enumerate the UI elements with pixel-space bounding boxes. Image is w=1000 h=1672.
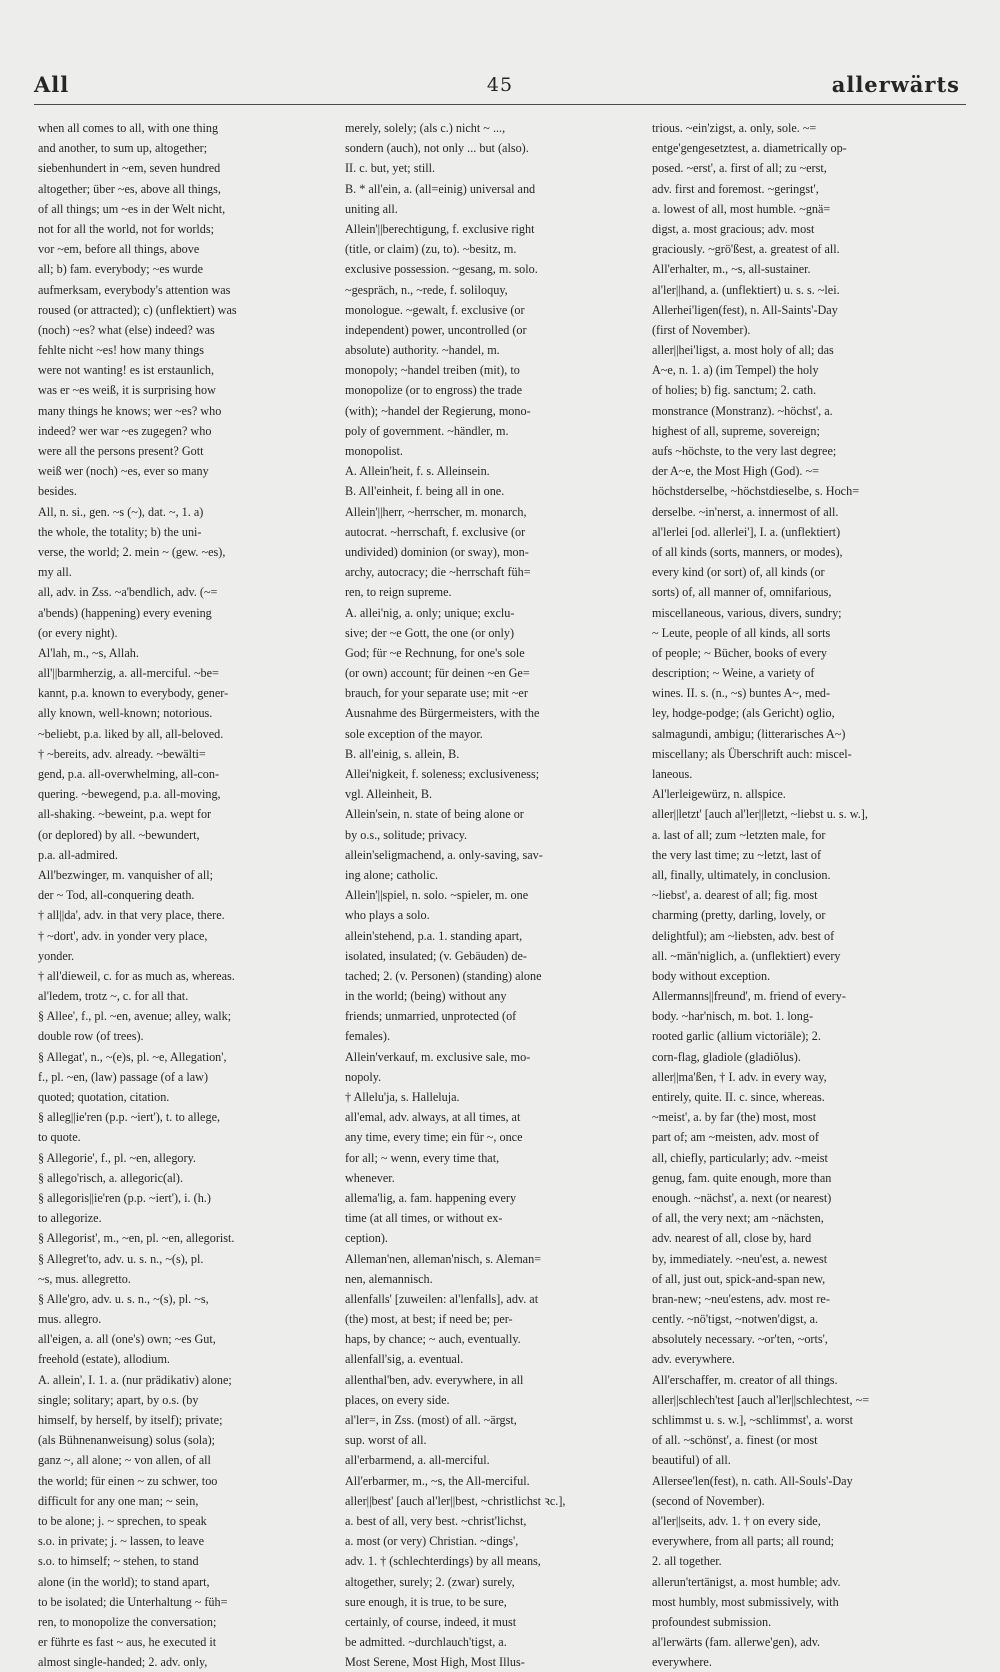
column-2 [345, 118, 638, 1672]
entry-line: nopoly. [345, 1069, 382, 1084]
entry-line: (first of November). [652, 322, 751, 337]
entry-line: were not wanting! es ist erstaunlich, [38, 363, 214, 378]
entry-line: sure enough, it is true, to be sure, [345, 1594, 507, 1609]
entry-line: schlimmst u. s. w.], ~schlimmst', a. worst [652, 1413, 853, 1427]
entry-line: II. c. but, yet; still. [345, 161, 436, 176]
entry-line: verse, the world; 2. mein ~ (gew. ~es), [38, 544, 226, 559]
entry-line: höchstderselbe, ~höchstdieselbe, s. Hoch= [652, 484, 860, 499]
entry-line: absolute) authority. ~handel, m. [345, 343, 500, 358]
entry-line: mus. allegro. [38, 1312, 102, 1327]
entry-line: poly of government. ~händler, m. [345, 423, 509, 438]
entry-line: allerun'tertänigst, a. most humble; adv. [652, 1574, 841, 1589]
entry-line: Allerhei'ligen(fest), n. All-Saints'-Day [652, 302, 838, 317]
entry-line: profoundest submission. [652, 1614, 772, 1629]
entry-line: gend, p.a. all-overwhelming, all-con- [38, 767, 220, 781]
entry-line: all'emal, adv. always, at all times, at [345, 1110, 521, 1125]
entry-line: al'ledem, trotz ~, c. for all that. [38, 989, 189, 1004]
entry-line: ganz ~, all alone; ~ von allen, of all [38, 1453, 211, 1468]
entry-line: al'lerwärts (fam. allerwe'gen), adv. [652, 1635, 821, 1650]
entry-line: Allein'||berechtigung, f. exclusive right [345, 221, 535, 236]
column-1 [38, 118, 331, 1672]
entry-line: a. most (or very) Christian. ~dings', [345, 1534, 519, 1549]
entry-line: to be isolated; die Unterhaltung ~ füh= [38, 1594, 228, 1609]
entry-line: (second of November). [652, 1493, 765, 1508]
entry-line: ~ Leute, people of all kinds, all sorts [652, 625, 831, 640]
entry-line: to be alone; j. ~ sprechen, to speak [38, 1513, 207, 1528]
entry-line: any time, every time; ein für ~, once [345, 1130, 523, 1145]
entry-line: my all. [38, 565, 72, 580]
entry-line: § Allegorie', f., pl. ~en, allegory. [38, 1150, 196, 1165]
entry-line: aufs ~höchste, to the very last degree; [652, 444, 837, 458]
entry-line: the world; für einen ~ zu schwer, too [38, 1473, 218, 1488]
entry-line: sive; der ~e Gott, the one (or only) [345, 625, 515, 640]
entry-line: All, n. si., gen. ~s (~), dat. ~, 1. a) [38, 504, 204, 519]
entry-line: tached; 2. (v. Personen) (standing) alone [345, 968, 542, 983]
entry-line: ~beliebt, p.a. liked by all, all-beloved. [38, 726, 224, 741]
entry-line: al'ler||seits, adv. 1. † on every side, [652, 1513, 821, 1528]
entry-line: salmagundi, ambigu; (litterarisches A~) [652, 726, 846, 741]
entry-line: brauch, for your separate use; mit ~er [345, 686, 528, 701]
entry-line: in the world; (being) without any [345, 989, 507, 1004]
entry-line: isolated, insulated; (v. Gebäuden) de- [345, 948, 527, 963]
entry-line: All'bezwinger, m. vanquisher of all; [38, 867, 213, 882]
entry-line: quoted; quotation, citation. [38, 1090, 170, 1104]
entry-line: sondern (auch), not only ... but (also). [345, 141, 529, 156]
entry-line: vgl. Alleinheit, B. [345, 787, 433, 802]
entry-line: weiß wer (noch) ~es, ever so many [38, 464, 209, 479]
entry-line: charming (pretty, darling, lovely, or [652, 908, 826, 923]
entry-line: (or deplored) by all. ~bewundert, [38, 827, 200, 842]
entry-line: ~s, mus. allegretto. [38, 1271, 131, 1286]
entry-line: siebenhundert in ~em, seven hundred [38, 161, 221, 176]
entry-line: All'erschaffer, m. creator of all things. [652, 1372, 838, 1387]
entry-line: by, immediately. ~neu'est, a. newest [652, 1251, 828, 1266]
entry-line: enough. ~nächst', a. next (or nearest) [652, 1190, 832, 1205]
entry-line: single; solitary; apart, by o.s. (by [38, 1392, 199, 1407]
entry-line: undivided) dominion (or sway), mon- [345, 544, 529, 559]
entry-line: all, chiefly, particularly; adv. ~meist [652, 1150, 828, 1165]
entry-line: monopoly; ~handel treiben (mit), to [345, 363, 520, 378]
entry-line: al'ler||hand, a. (unflektiert) u. s. s. ~lei. [652, 282, 840, 297]
entry-line: † Allelu'ja, s. Halleluja. [345, 1090, 460, 1104]
entry-line: adv. first and foremost. ~geringst', [652, 181, 819, 196]
entry-line: (title, or claim) (zu, to). ~besitz, m. [345, 242, 517, 257]
entry-line: B. * all'ein, a. (all=einig) universal and [345, 181, 536, 196]
entry-line: be admitted. ~durchlauch'tigst, a. [345, 1635, 507, 1650]
entry-line: freehold (estate), allodium. [38, 1352, 170, 1367]
entry-line: friends; unmarried, unprotected (of [345, 1009, 517, 1024]
entry-line: aller||hei'ligst, a. most holy of all; das [652, 343, 834, 358]
entry-line: Al'lah, m., ~s, Allah. [38, 645, 139, 660]
entry-line: independent) power, uncontrolled (or [345, 322, 527, 337]
entry-line: (als Bühnenanweisung) solus (sola); [38, 1433, 216, 1448]
entry-line: miscellaneous, various, divers, sundry; [652, 605, 842, 620]
entry-line: § allego'risch, a. allegoric(al). [38, 1170, 183, 1185]
entry-line: corn-flag, gladiole (gladiŏlus). [652, 1049, 801, 1064]
entry-line: most humbly, most submissively, with [652, 1594, 839, 1609]
entry-line: of all things; um ~es in der Welt nicht, [38, 201, 226, 216]
entry-line: to allegorize. [38, 1211, 102, 1226]
entry-line: double row (of trees). [38, 1029, 144, 1044]
entry-line: aller||schlech'test [auch al'ler||schlechtest, ~= [652, 1392, 870, 1407]
entry-line: bran-new; ~neu'estens, adv. most re- [652, 1291, 830, 1306]
entry-line: exclusive possession. ~gesang, m. solo. [345, 262, 538, 277]
entry-line: ~gespräch, n., ~rede, f. soliloquy, [345, 282, 508, 297]
header-rule [34, 104, 966, 105]
entry-line: A. Allein'heit, f. s. Alleinsein. [345, 464, 490, 479]
entry-line: almost single-handed; 2. adv. only, [38, 1655, 208, 1670]
entry-line: uniting all. [345, 201, 398, 216]
entry-line: altogether; über ~es, above all things, [38, 181, 221, 196]
entry-line: difficult for any one man; ~ sein, [38, 1493, 199, 1508]
entry-line: p.a. all-admired. [38, 847, 118, 862]
entry-line: Ausnahme des Bürgermeisters, with the [345, 706, 540, 721]
entry-line: indeed? wer war ~es zugegen? who [38, 423, 212, 438]
entry-line: § allegoris||ie'ren (p.p. ~iert'), i. (h.) [38, 1190, 211, 1205]
page-number: 45 [486, 74, 514, 96]
entry-line: the whole, the totality; b) the uni- [38, 524, 202, 539]
entry-line: for all; ~ wenn, every time that, [345, 1150, 500, 1165]
entry-line: graciously. ~grö'ßest, a. greatest of all. [652, 242, 840, 257]
entry-line: (with); ~handel der Regierung, mono- [345, 403, 531, 418]
column-3 [652, 118, 945, 1672]
entry-line: derselbe. ~in'nerst, a. innermost of all. [652, 504, 839, 519]
entry-line: allenfall'sig, a. eventual. [345, 1352, 464, 1367]
entry-line: when all comes to all, with one thing [38, 121, 219, 135]
entry-line: Allein'sein, n. state of being alone or [345, 807, 524, 822]
entry-line: allema'lig, a. fam. happening every [345, 1190, 517, 1205]
entry-line: Allei'nigkeit, f. soleness; exclusiveness; [345, 767, 540, 781]
entry-line: Most Serene, Most High, Most Illus- [345, 1655, 525, 1670]
entry-line: allein'stehend, p.a. 1. standing apart, [345, 928, 523, 943]
entry-line: A. allein', I. 1. a. (nur prädikativ) alone; [38, 1372, 232, 1387]
entry-line: all, adv. in Zss. ~a'bendlich, adv. (~= [38, 585, 218, 600]
entry-line: Allein'||spiel, n. solo. ~spieler, m. one [345, 888, 529, 903]
entry-line: sole exception of the mayor. [345, 726, 483, 741]
entry-line: ~meist', a. by far (the) most, most [652, 1110, 817, 1125]
entry-line: s.o. to himself; ~ stehen, to stand [38, 1554, 199, 1569]
running-head-left: All [34, 72, 70, 97]
entry-line: all'||barmherzig, a. all-merciful. ~be= [38, 666, 219, 681]
entry-line: all'erbarmend, a. all-merciful. [345, 1453, 490, 1468]
entry-line: all, finally, ultimately, in conclusion. [652, 867, 831, 882]
entry-line: ally known, well-known; notorious. [38, 706, 213, 721]
entry-line: A~e, n. 1. a) (im Tempel) the holy [652, 363, 819, 378]
entry-line: § Alle'gro, adv. u. s. n., ~(s), pl. ~s, [38, 1291, 209, 1306]
entry-line: monologue. ~gewalt, f. exclusive (or [345, 302, 525, 317]
entry-line: was er ~es weiß, it is surprising how [38, 383, 216, 398]
entry-line: females). [345, 1029, 391, 1044]
entry-line: † all||da', adv. in that very place, there. [38, 908, 225, 923]
entry-line: merely, solely; (als c.) nicht ~ ..., [345, 121, 506, 135]
entry-line: miscellany; als Überschrift auch: miscel- [652, 746, 852, 761]
entry-line: f., pl. ~en, (law) passage (of a law) [38, 1069, 209, 1084]
entry-line: laneous. [652, 767, 693, 781]
entry-line: Allein'verkauf, m. exclusive sale, mo- [345, 1049, 531, 1064]
entry-line: adv. 1. † (schlechterdings) by all means, [345, 1554, 541, 1569]
entry-line: nen, alemannisch. [345, 1271, 433, 1286]
entry-line: haps, by chance; ~ auch, eventually. [345, 1332, 521, 1347]
entry-line: § Allee', f., pl. ~en, avenue; alley, walk; [38, 1009, 232, 1024]
entry-line: (or own) account; für deinen ~en Ge= [345, 666, 530, 681]
entry-line: rooted garlic (allium victoriāle); 2. [652, 1029, 821, 1044]
entry-line: quering. ~bewegend, p.a. all-moving, [38, 787, 221, 802]
entry-line: (noch) ~es? what (else) indeed? was [38, 322, 215, 337]
entry-line: of all. ~schönst', a. finest (or most [652, 1433, 818, 1448]
entry-line: of all, just out, spick-and-span new, [652, 1271, 826, 1286]
entry-line: archy, autocracy; die ~herrschaft füh= [345, 565, 531, 580]
entry-line: everywhere, from all parts; all round; [652, 1534, 835, 1549]
entry-line: by o.s., solitude; privacy. [345, 827, 468, 842]
entry-line: B. All'einheit, f. being all in one. [345, 484, 505, 499]
entry-line: der A~e, the Most High (God). ~= [652, 464, 819, 479]
entry-line: monstrance (Monstranz). ~höchst', a. [652, 403, 833, 418]
entry-line: the very last time; zu ~letzt, last of [652, 847, 822, 862]
entry-line: God; für ~e Rechnung, for one's sole [345, 645, 525, 660]
entry-line: everywhere. [652, 1655, 712, 1670]
entry-line: besides. [38, 484, 77, 499]
entry-line: All'erhalter, m., ~s, all-sustainer. [652, 262, 811, 277]
entry-line: § alleg||ie'ren (p.p. ~iert'), t. to allege, [38, 1110, 221, 1125]
entry-line: adv. nearest of all, close by, hard [652, 1231, 812, 1246]
running-head-right: allerwärts [831, 72, 960, 97]
entry-line: cently. ~nö'tigst, ~notwen'digst, a. [652, 1312, 819, 1327]
entry-line: B. all'einig, s. allein, B. [345, 746, 460, 761]
entry-line: monopolist. [345, 444, 403, 458]
entry-line: Allersee'len(fest), n. cath. All-Souls'-Day [652, 1473, 853, 1488]
entry-line: sup. worst of all. [345, 1433, 427, 1448]
entry-line: himself, by herself, by itself); private; [38, 1413, 223, 1427]
entry-line: sorts) of, all manner of, omnifarious, [652, 585, 832, 600]
entry-line: of all, the very next; am ~nächsten, [652, 1211, 824, 1226]
entry-line: a. last of all; zum ~letzten male, for [652, 827, 826, 842]
entry-line: al'lerlei [od. allerlei'], I. a. (unflektiert) [652, 524, 841, 539]
entry-line: autocrat. ~herrschaft, f. exclusive (or [345, 524, 526, 539]
entry-line: aufmerksam, everybody's attention was [38, 282, 231, 297]
entry-line: Allein'||herr, ~herrscher, m. monarch, [345, 504, 527, 519]
entry-line: † ~dort', adv. in yonder very place, [38, 928, 208, 943]
entry-line: of people; ~ Bücher, books of every [652, 645, 827, 660]
entry-line: body without exception. [652, 968, 771, 983]
entry-line: not for all the world, not for worlds; [38, 221, 215, 236]
entry-line: † all'dieweil, c. for as much as, whereas. [38, 968, 235, 983]
entry-line: whenever. [345, 1170, 395, 1185]
entry-line: beautiful) of all. [652, 1453, 731, 1468]
entry-line: trious. ~ein'zigst, a. only, sole. ~= [652, 121, 817, 135]
entry-line: allenfalls' [zuweilen: al'lenfalls], adv. at [345, 1291, 539, 1306]
entry-line: to quote. [38, 1130, 81, 1145]
entry-line: (or every night). [38, 625, 118, 640]
entry-line: who plays a solo. [345, 908, 430, 923]
entry-line: entge'gengesetztest, a. diametrically op- [652, 141, 847, 156]
entry-line: and another, to sum up, altogether; [38, 141, 208, 156]
entry-line: § Allegat', n., ~(e)s, pl. ~e, Allegation', [38, 1049, 227, 1064]
entry-line: ren, to monopolize the conversation; [38, 1614, 217, 1629]
entry-line: aller||letzt' [auch al'ler||letzt, ~liebst u. s. w.], [652, 807, 868, 822]
entry-line: kannt, p.a. known to everybody, gener- [38, 686, 229, 701]
entry-line: were all the persons present? Gott [38, 444, 204, 458]
entry-line: al'ler=, in Zss. (most) of all. ~ärgst, [345, 1413, 517, 1427]
entry-line: allein'seligmachend, a. only-saving, sav- [345, 847, 543, 862]
entry-line: alone (in the world); to stand apart, [38, 1574, 210, 1589]
entry-line: yonder. [38, 948, 75, 963]
entry-line: er führte es fast ~ aus, he executed it [38, 1635, 217, 1650]
entry-line: part of; am ~meisten, adv. most of [652, 1130, 819, 1145]
entry-line: der ~ Tod, all-conquering death. [38, 888, 195, 903]
entry-line: vor ~em, before all things, above [38, 242, 200, 257]
entry-line: all; b) fam. everybody; ~es wurde [38, 262, 203, 277]
entry-line: all. ~män'niglich, a. (unflektiert) every [652, 948, 841, 963]
entry-line: aller||best' [auch al'ler||best, ~christlichst ꝛc.], [345, 1493, 566, 1508]
entry-line: A. allei'nig, a. only; unique; exclu- [345, 605, 515, 620]
entry-line: adv. everywhere. [652, 1352, 735, 1367]
entry-line: Allermanns||freund', m. friend of every- [652, 989, 846, 1004]
entry-line: s.o. in private; j. ~ lassen, to leave [38, 1534, 205, 1549]
entry-line: roused (or attracted); c) (unflektiert) was [38, 302, 237, 317]
entry-line: delightful); am ~liebsten, adv. best of [652, 928, 835, 943]
entry-line: aller||ma'ßen, † I. adv. in every way, [652, 1069, 827, 1084]
entry-line: a'bends) (happening) every evening [38, 605, 212, 620]
entry-line: places, on every side. [345, 1392, 450, 1407]
entry-line: highest of all, supreme, sovereign; [652, 423, 820, 438]
entry-line: Alleman'nen, alleman'nisch, s. Aleman= [345, 1251, 542, 1266]
entry-line: time (at all times, or without ex- [345, 1211, 503, 1226]
entry-line: description; ~ Weine, a variety of [652, 666, 815, 681]
entry-line: (the) most, at best; if need be; per- [345, 1312, 513, 1327]
entry-line: genug, fam. quite enough, more than [652, 1170, 832, 1185]
entry-line: ception). [345, 1231, 388, 1246]
entry-line: ren, to reign supreme. [345, 585, 452, 600]
entry-line: § Allegret'to, adv. u. s. n., ~(s), pl. [38, 1251, 204, 1266]
entry-line: fehlte nicht ~es! how many things [38, 343, 205, 358]
entry-line: a. lowest of all, most humble. ~gnä= [652, 201, 831, 216]
entry-line: ley, hodge-podge; (als Gericht) oglio, [652, 706, 835, 721]
entry-line: monopolize (or to engross) the trade [345, 383, 523, 398]
entry-line: allenthal'ben, adv. everywhere, in all [345, 1372, 524, 1387]
entry-line: entirely, quite. II. c. since, whereas. [652, 1090, 825, 1104]
entry-line: altogether, surely; 2. (zwar) surely, [345, 1574, 515, 1589]
entry-line: every kind (or sort) of, all kinds (or [652, 565, 825, 580]
entry-line: Al'lerleigewürz, n. allspice. [652, 787, 786, 802]
entry-line: digst, a. most gracious; adv. most [652, 221, 815, 236]
entry-line: wines. II. s. (n., ~s) buntes A~, med- [652, 686, 831, 701]
entry-line: a. best of all, very best. ~christ'lichst, [345, 1513, 527, 1528]
entry-line: all-shaking. ~beweint, p.a. wept for [38, 807, 212, 822]
entry-line: All'erbarmer, m., ~s, the All-merciful. [345, 1473, 530, 1488]
entry-line: body. ~har'nisch, m. bot. 1. long- [652, 1009, 814, 1024]
entry-line: posed. ~erst', a. first of all; zu ~erst, [652, 161, 827, 176]
entry-line: all'eigen, a. all (one's) own; ~es Gut, [38, 1332, 216, 1347]
entry-line: many things he knows; wer ~es? who [38, 403, 222, 418]
entry-line: absolutely necessary. ~or'ten, ~orts', [652, 1332, 828, 1347]
entry-line: 2. all together. [652, 1554, 722, 1569]
entry-line: ~liebst', a. dearest of all; fig. most [652, 888, 818, 903]
entry-line: † ~bereits, adv. already. ~bewälti= [38, 746, 206, 761]
entry-line: § Allegorist', m., ~en, pl. ~en, allegorist. [38, 1231, 235, 1246]
entry-line: certainly, of course, indeed, it must [345, 1614, 517, 1629]
entry-line: of holies; b) fig. sanctum; 2. cath. [652, 383, 817, 398]
entry-line: of all kinds (sorts, manners, or modes), [652, 544, 843, 559]
entry-line: ing alone; catholic. [345, 867, 439, 882]
